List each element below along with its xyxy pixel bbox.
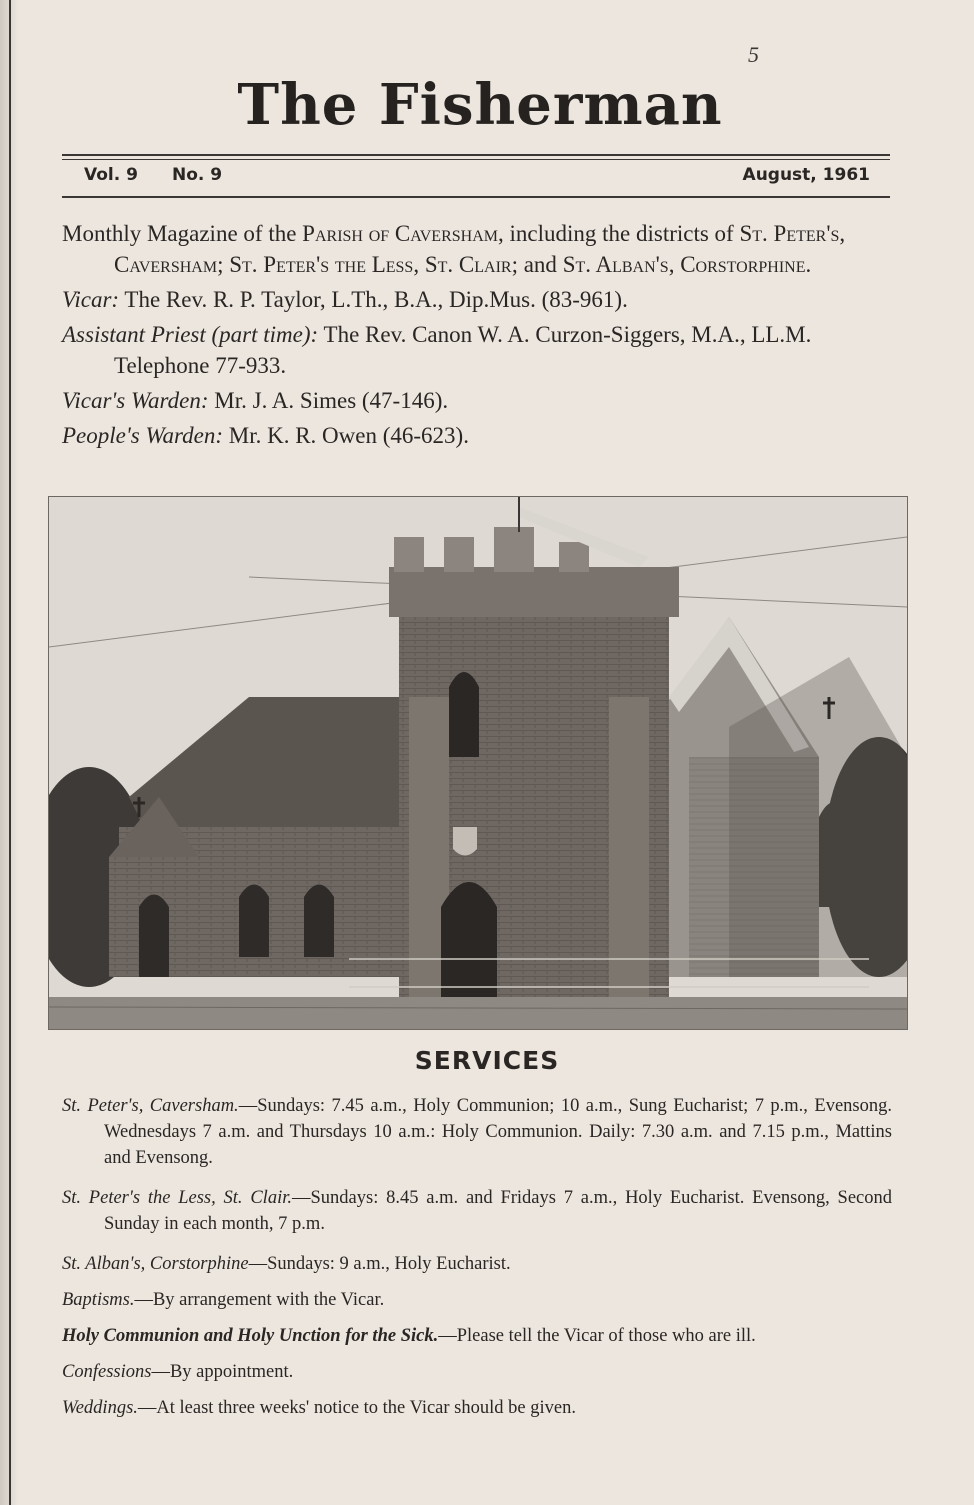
staff-vicars-warden (62, 385, 894, 416)
service-times: —Please tell the Vicar of those who are ill. (438, 1326, 756, 1346)
issue-date: August, 1961 (742, 165, 870, 185)
staff-role: Assistant Priest (part time): (62, 322, 319, 347)
service-name: Baptisms. (62, 1290, 135, 1310)
staff-peoples-warden (62, 420, 894, 451)
issue-line (84, 165, 870, 191)
service-name: Confessions (62, 1362, 152, 1382)
magazine-title: The Fisherman (237, 72, 723, 138)
service-sick-communion (62, 1323, 892, 1349)
service-name: St. Peter's, Caversham. (62, 1096, 239, 1116)
staff-detail: Mr. K. R. Owen (46-623). (223, 423, 469, 448)
binding-edge (9, 0, 11, 1505)
intro-paragraph (62, 218, 894, 280)
intro-middle: , including the districts of (498, 221, 740, 246)
service-times: —By appointment. (151, 1362, 294, 1382)
service-confessions (62, 1359, 892, 1385)
church-photograph (48, 496, 908, 1030)
staff-assistant-priest (62, 319, 894, 381)
services-list (62, 1093, 892, 1431)
service-name: St. Alban's, Corstorphine (62, 1254, 249, 1274)
service-st-albans (62, 1251, 892, 1277)
service-weddings (62, 1395, 892, 1421)
intro-sep: ; (217, 252, 230, 277)
staff-detail: The Rev. Canon W. A. Curzon-Siggers, M.A., LL.M. Telephone 77-933. (114, 322, 812, 378)
services-heading: SERVICES (414, 1046, 560, 1075)
magazine-intro (62, 218, 894, 455)
intro-lead: Monthly Magazine of the (62, 221, 303, 246)
page-number: 5 (748, 42, 759, 67)
service-st-peters-caversham (62, 1093, 892, 1171)
parish-name: Parish of Caversham (302, 221, 498, 246)
district-st-clair: St. Peter's the Less, St. Clair (229, 252, 512, 277)
service-st-peters-the-less (62, 1185, 892, 1237)
staff-vicar (62, 284, 894, 315)
district-corstorphine: St. Alban's, Corstorphine (562, 252, 806, 277)
masthead-rule (62, 154, 890, 156)
service-baptisms (62, 1287, 892, 1313)
issue-number: No. 9 (172, 165, 223, 185)
service-times: —At least three weeks' notice to the Vicar should be given. (137, 1398, 576, 1418)
intro-end: . (805, 252, 812, 277)
service-times: —Sundays: 7.45 a.m., Holy Communion; 10 a.m., Sung Eucharist; 7 p.m., Evensong. Wednesdays 7 a.m. and Thursdays 10 a.m.: Holy Communion. Daily: 7.30 a.m. and 7.15 p.m., Mattins and Evensong. (104, 1096, 892, 1168)
service-times: —Sundays: 9 a.m., Holy Eucharist. (248, 1254, 511, 1274)
volume: Vol. 9 (84, 165, 138, 185)
issue-rule (62, 196, 890, 198)
service-name: Holy Communion and Holy Unction for the Sick. (62, 1326, 439, 1346)
staff-detail: The Rev. R. P. Taylor, L.Th., B.A., Dip.Mus. (83-961). (119, 287, 628, 312)
intro-sep: ; and (511, 252, 563, 277)
service-times: —Sundays: 8.45 a.m. and Fridays 7 a.m., Holy Eucharist. Evensong, Second Sunday in each month, 7 p.m. (104, 1188, 892, 1234)
district-caversham: St. Peter's, Caversham (114, 221, 846, 277)
service-times: —By arrangement with the Vicar. (134, 1290, 385, 1310)
service-name: St. Peter's the Less, St. Clair. (62, 1188, 292, 1208)
staff-role: Vicar's Warden: (62, 388, 209, 413)
church-illustration (49, 497, 907, 1029)
staff-role: People's Warden: (62, 423, 223, 448)
staff-detail: Mr. J. A. Simes (47-146). (208, 388, 449, 413)
staff-role: Vicar: (62, 287, 120, 312)
binding-spine (0, 0, 18, 1505)
service-name: Weddings. (62, 1398, 138, 1418)
masthead-rule-thin (62, 159, 890, 160)
